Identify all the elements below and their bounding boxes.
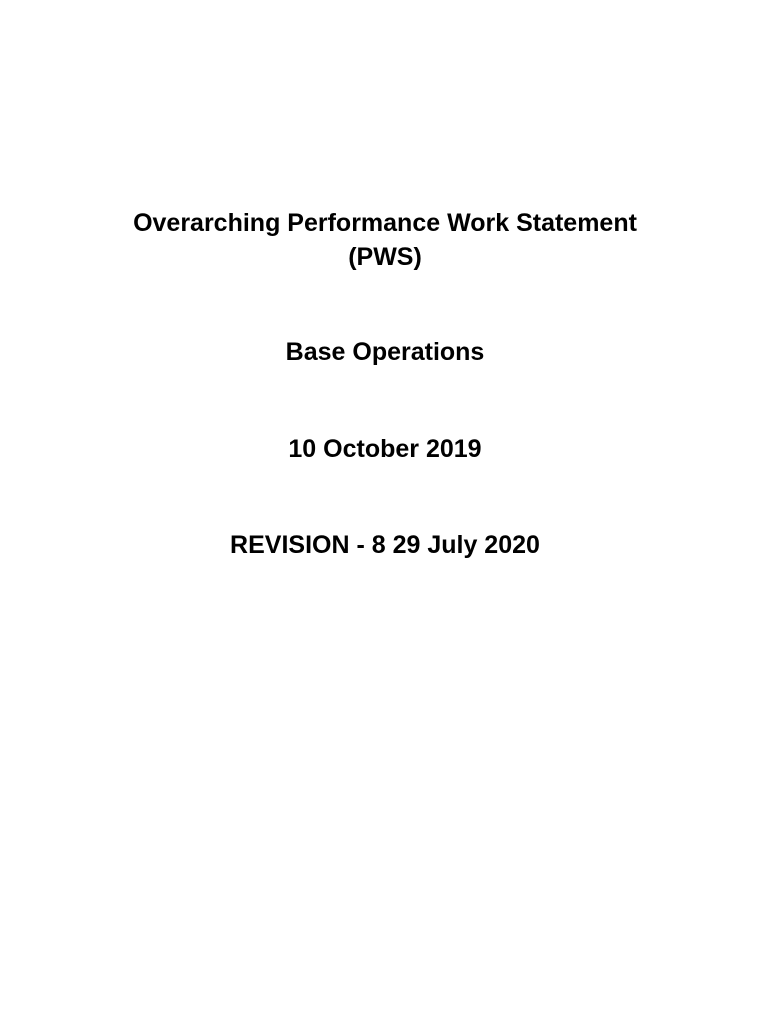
document-subtitle: Base Operations (285, 338, 485, 366)
document-title-line-2: (PWS) (348, 243, 422, 271)
document-revision: REVISION - 8 29 July 2020 (230, 531, 540, 559)
document-title-line-1: Overarching Performance Work Statement (133, 209, 637, 237)
document-date: 10 October 2019 (288, 435, 482, 463)
